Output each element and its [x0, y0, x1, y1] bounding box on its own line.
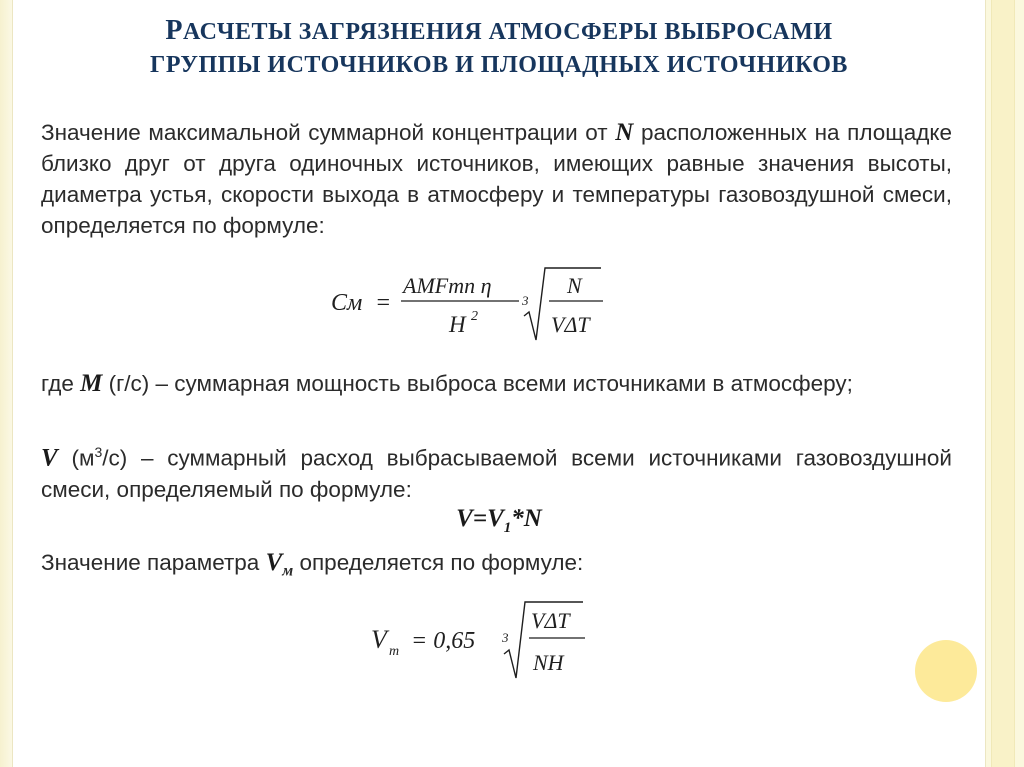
formula-vm — [371, 598, 601, 682]
formula-v-subscript: 1 — [503, 520, 512, 536]
paragraph-vm-text-start: Значение параметра — [41, 550, 266, 575]
variable-vm-subscript: м — [282, 562, 294, 580]
formula-cm-root-numerator: N — [567, 273, 582, 298]
formula-v — [13, 505, 985, 537]
title-line-2: ГРУППЫ ИСТОЧНИКОВ И ПЛОЩАДНЫХ ИСТОЧНИКОВ — [150, 52, 848, 78]
formula-cm-root-index: 3 — [522, 293, 529, 308]
formula-vm-lhs: V — [371, 625, 387, 654]
formula-cm — [331, 262, 621, 346]
formula-cm-numerator: AMFmn η — [403, 273, 492, 298]
variable-n: N — [615, 119, 634, 146]
unit-open: (м — [57, 445, 95, 471]
decorative-circle — [915, 640, 977, 702]
paragraph-intro-text-start: Значение максимальной суммарной концентрации от — [41, 120, 616, 145]
frame-stripe — [991, 0, 1015, 767]
paragraph-v-definition — [41, 437, 952, 505]
formula-vm-coefficient: = 0,65 — [411, 628, 476, 654]
formula-cm-denominator: H — [449, 312, 466, 337]
title-line-1-text: АСЧЕТЫ ЗАГРЯЗНЕНИЯ АТМОСФЕРЫ ВЫБРОСАМИ — [183, 19, 833, 45]
formula-vm-lhs-subscript: m — [389, 644, 400, 659]
formula-cm-equals: = — [375, 290, 392, 316]
title-line-1 — [13, 14, 985, 49]
right-frame-border — [983, 0, 1024, 767]
formula-v-rhs: *N — [511, 505, 542, 532]
paragraph-intro — [41, 117, 952, 241]
variable-m: M — [80, 370, 103, 397]
formula-cm-root-denominator: VΔT — [551, 312, 590, 337]
left-frame-border — [0, 0, 12, 767]
title-initial: Р — [165, 15, 184, 46]
formula-cm-lhs: Cм — [331, 290, 363, 316]
formula-cm-denominator-exp: 2 — [471, 309, 478, 324]
variable-vm: V — [265, 549, 283, 576]
variable-v: V — [41, 444, 58, 472]
unit-superscript: 3 — [94, 444, 103, 460]
paragraph-vm-intro — [41, 547, 952, 587]
paragraph-m-definition — [41, 368, 952, 399]
paragraph-m-text-start: где — [41, 371, 81, 396]
paragraph-v-text-end: /с) – суммарный расход выбрасываемой всеми источниками газовоздушной смеси, определяемый по формуле: — [41, 445, 952, 502]
paragraph-intro-text-end: расположенных на площадке близко друг от друга одиночных источников, имеющих равные значения высоты, диаметра устья, скорости выхода в атмосферу и температуры газовоздушной смеси, определяется по формуле: — [41, 120, 953, 238]
formula-vm-root-index: 3 — [502, 630, 509, 645]
paragraph-vm-text-end: определяется по формуле: — [293, 550, 584, 575]
slide — [12, 0, 986, 767]
paragraph-m-text-end: (г/с) – суммарная мощность выброса всеми источниками в атмосферу; — [102, 371, 853, 396]
formula-vm-root-denominator: NH — [533, 650, 564, 675]
slide-title — [13, 14, 985, 82]
formula-v-lhs: V=V — [456, 505, 504, 532]
formula-vm-root-numerator: VΔT — [531, 608, 570, 633]
